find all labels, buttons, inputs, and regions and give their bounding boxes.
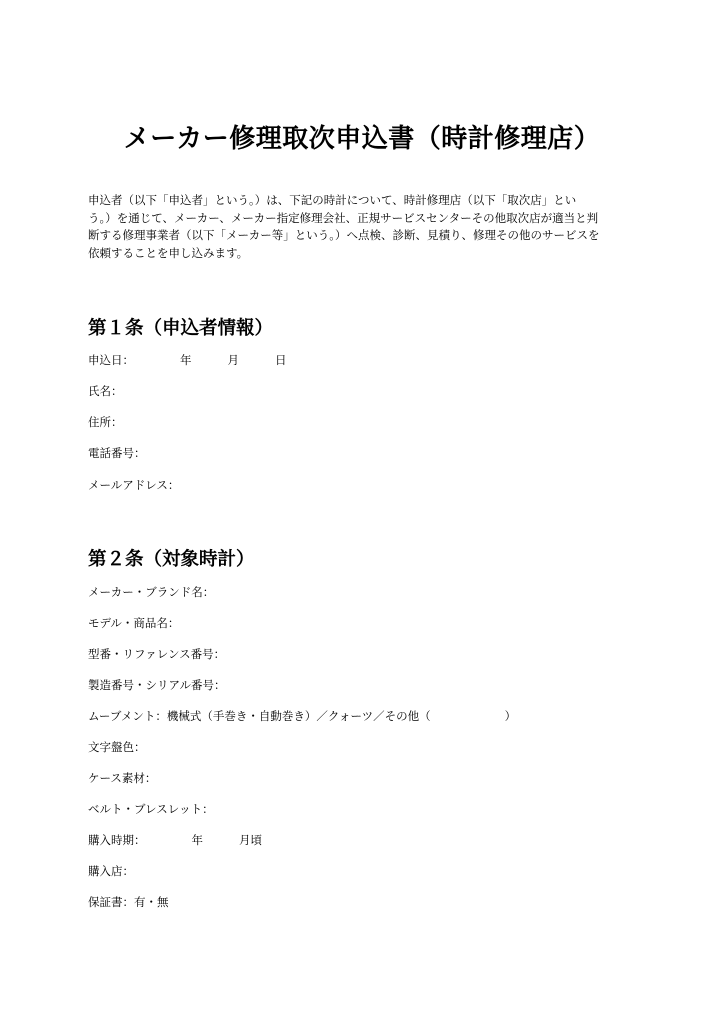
- case-material-label: ケース素材：: [88, 771, 157, 785]
- serial-number-label: 製造番号・シリアル番号：: [88, 678, 226, 692]
- intro-paragraph: [88, 192, 640, 262]
- reference-number-field[interactable]: [88, 646, 225, 662]
- belt-bracelet-field[interactable]: [88, 801, 214, 817]
- intro-line-1: 申込者（以下「申込者」という。）は、下記の時計について、時計修理店（以下「取次店」とい: [88, 193, 577, 207]
- article1-heading: 第１条（申込者情報）: [88, 318, 274, 339]
- intro-line-4: 依頼することを申し込みます。: [88, 245, 249, 260]
- movement-field[interactable]: [88, 708, 516, 724]
- purchase-store-label: 購入店：: [88, 864, 134, 878]
- warranty-label: 保証書：有・無: [88, 895, 169, 909]
- purchase-year-label: 年: [191, 833, 203, 847]
- movement-close-paren: ）: [504, 709, 517, 723]
- case-material-field[interactable]: [88, 770, 156, 786]
- phone-label: 電話番号：: [88, 446, 146, 460]
- serial-number-field[interactable]: [88, 677, 226, 693]
- name-label: 氏名：: [88, 384, 123, 398]
- movement-label: ムーブメント：機械式（手巻き・自動巻き）／クォーツ／その他（: [88, 709, 431, 723]
- application-date-label: 申込日：: [88, 353, 134, 367]
- date-year-label: 年: [180, 353, 192, 367]
- email-label: メールアドレス：: [88, 478, 180, 492]
- date-day-label: 日: [275, 353, 287, 367]
- name-field[interactable]: [88, 383, 123, 399]
- date-month-label: 月: [227, 353, 239, 367]
- purchase-month-label: 月頃: [239, 833, 262, 847]
- purchase-store-field[interactable]: [88, 863, 134, 879]
- address-field[interactable]: [88, 414, 123, 430]
- application-date-field[interactable]: [88, 352, 287, 368]
- intro-line-2: う。）を通じて、メーカー、メーカー指定修理会社、正規サービスセンターその他取次店が適当と判: [88, 210, 599, 225]
- phone-field[interactable]: [88, 445, 146, 461]
- article2-heading: 第２条（対象時計）: [88, 549, 255, 570]
- purchase-date-label: 購入時期：: [88, 833, 146, 847]
- belt-bracelet-label: ベルト・ブレスレット：: [88, 802, 214, 816]
- email-field[interactable]: [88, 477, 179, 493]
- model-field[interactable]: [88, 615, 179, 631]
- warranty-field[interactable]: [88, 894, 169, 910]
- model-label: モデル・商品名：: [88, 616, 180, 630]
- intro-line-3: 断する修理事業者（以下「メーカー等」という。）へ点検、診断、見積り、修理その他のサービスを: [88, 228, 600, 242]
- address-label: 住所：: [88, 415, 123, 429]
- purchase-date-field[interactable]: [88, 832, 262, 848]
- reference-number-label: 型番・リファレンス番号：: [88, 647, 226, 661]
- dial-color-field[interactable]: [88, 739, 146, 755]
- dial-color-label: 文字盤色：: [88, 740, 146, 754]
- maker-label: メーカー・ブランド名：: [88, 585, 215, 599]
- maker-field[interactable]: [88, 584, 214, 600]
- document-title: メーカー修理取次申込書（時計修理店）: [123, 124, 601, 154]
